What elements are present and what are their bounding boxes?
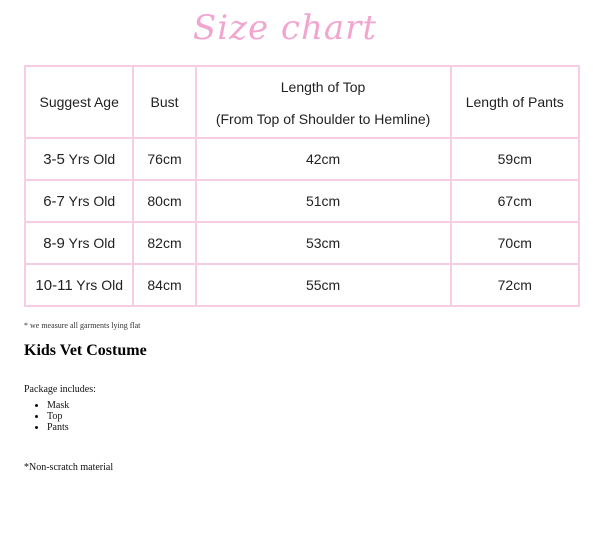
top-length-cell: 51cm: [196, 180, 451, 222]
size-chart-table: [24, 65, 580, 307]
pants-length-cell: 72cm: [451, 264, 579, 306]
top-length-cell: 55cm: [196, 264, 451, 306]
table-row: [25, 180, 579, 222]
pants-length-cell: 70cm: [451, 222, 579, 264]
bust-cell: 82cm: [133, 222, 195, 264]
age-range: 3-5: [43, 150, 65, 168]
top-length-cell: 53cm: [196, 222, 451, 264]
measurement-note: * we measure all garments lying flat: [24, 321, 141, 330]
table-row: [25, 222, 579, 264]
package-includes-label: Package includes:: [24, 384, 96, 395]
age-range: 6-7: [43, 192, 65, 210]
age-unit: Yrs Old: [64, 150, 116, 167]
age-range: 8-9: [43, 234, 65, 252]
age-unit: Yrs Old: [64, 234, 116, 251]
table-header-row: [25, 66, 579, 138]
age-range: 10-11: [35, 276, 73, 294]
bust-cell: 76cm: [133, 138, 195, 180]
header-length-of-top: [196, 66, 451, 138]
pants-length-cell: 59cm: [451, 138, 579, 180]
list-item: • Top: [47, 411, 69, 422]
table-row: [25, 138, 579, 180]
top-length-cell: 42cm: [196, 138, 451, 180]
age-cell: [25, 264, 133, 306]
bust-cell: 80cm: [133, 180, 195, 222]
material-note: *Non-scratch material: [24, 462, 114, 473]
pants-length-cell: 67cm: [451, 180, 579, 222]
age-cell: [25, 138, 133, 180]
header-suggest-age: Suggest Age: [25, 66, 133, 138]
header-bust: Bust: [133, 66, 195, 138]
product-title: Kids Vet Costume: [24, 342, 147, 359]
header-length-of-top-label: Length of Top: [280, 79, 366, 95]
list-item: • Mask: [47, 400, 69, 411]
list-item: • Pants: [47, 422, 69, 433]
bust-cell: 84cm: [133, 264, 195, 306]
size-chart-title: Size chart: [192, 8, 378, 48]
age-unit: Yrs Old: [72, 276, 123, 293]
age-cell: [25, 222, 133, 264]
package-items-list: [24, 400, 69, 433]
table-row: [25, 264, 579, 306]
age-cell: [25, 180, 133, 222]
header-length-of-pants: Length of Pants: [451, 66, 579, 138]
header-length-of-top-subtitle: (From Top of Shoulder to Hemline): [215, 111, 431, 127]
age-unit: Yrs Old: [64, 192, 116, 209]
